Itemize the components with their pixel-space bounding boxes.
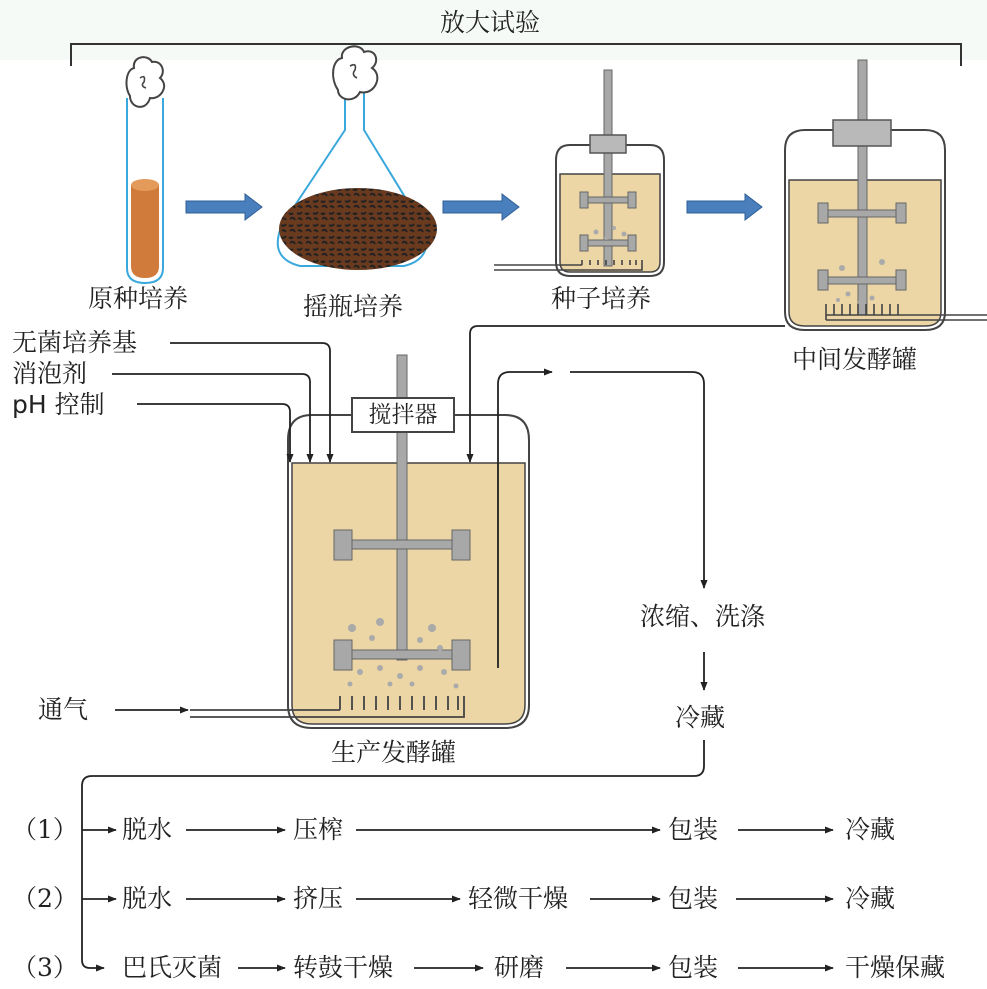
route1-step-2: 压榨: [293, 815, 344, 844]
stirrer-box: 搅拌器: [351, 397, 455, 433]
block-arrow-2: [443, 194, 519, 220]
seed-fermenter: [494, 70, 664, 276]
block-arrow-1: [186, 194, 262, 220]
route3-step-4: 包装: [668, 953, 719, 982]
route2-step-5: 冷藏: [845, 884, 896, 913]
route1-step-1: 脱水: [122, 815, 173, 844]
label-cold-storage: 冷藏: [675, 703, 726, 732]
route2-step-3: 轻微干燥: [468, 884, 569, 913]
label-stock-culture: 原种培养: [88, 284, 189, 313]
route2-step-4: 包装: [668, 884, 719, 913]
harvest-to-concentrate: [570, 372, 704, 588]
route3-step-2: 转鼓干燥: [293, 953, 394, 982]
route2-step-1: 脱水: [122, 884, 173, 913]
antifoam-feed-line: [112, 374, 310, 462]
block-arrow-3: [687, 194, 762, 220]
route3-step-5: 干燥保藏: [845, 953, 946, 982]
label-aeration: 通气: [38, 695, 89, 724]
label-production-fermenter: 生产发酵罐: [331, 738, 457, 767]
scale-up-title: 放大试验: [440, 8, 541, 37]
route1-step-4: 冷藏: [845, 815, 896, 844]
label-sterile-medium: 无菌培养基: [12, 328, 138, 357]
route3-number: （3）: [12, 953, 78, 982]
shake-flask: [278, 46, 437, 270]
storage-to-routes: [82, 740, 704, 968]
stock-culture-tube: [127, 57, 165, 283]
label-ph-control: pH 控制: [12, 390, 105, 419]
intermediate-fermenter: [785, 60, 987, 330]
route3-step-1: 巴氏灭菌: [122, 953, 223, 982]
route1-step-3: 包装: [668, 815, 719, 844]
route2-step-2: 挤压: [293, 884, 344, 913]
label-concentrate-wash: 浓缩、洗涤: [640, 602, 766, 631]
label-antifoam: 消泡剂: [12, 359, 88, 388]
route1-number: （1）: [12, 815, 78, 844]
route3-step-3: 研磨: [494, 953, 545, 982]
label-seed-culture: 种子培养: [551, 284, 652, 313]
route2-number: （2）: [12, 884, 78, 913]
ph-feed-line: [137, 404, 290, 462]
label-intermediate-fermenter: 中间发酵罐: [792, 345, 918, 374]
label-shake-flask: 摇瓶培养: [303, 292, 404, 321]
